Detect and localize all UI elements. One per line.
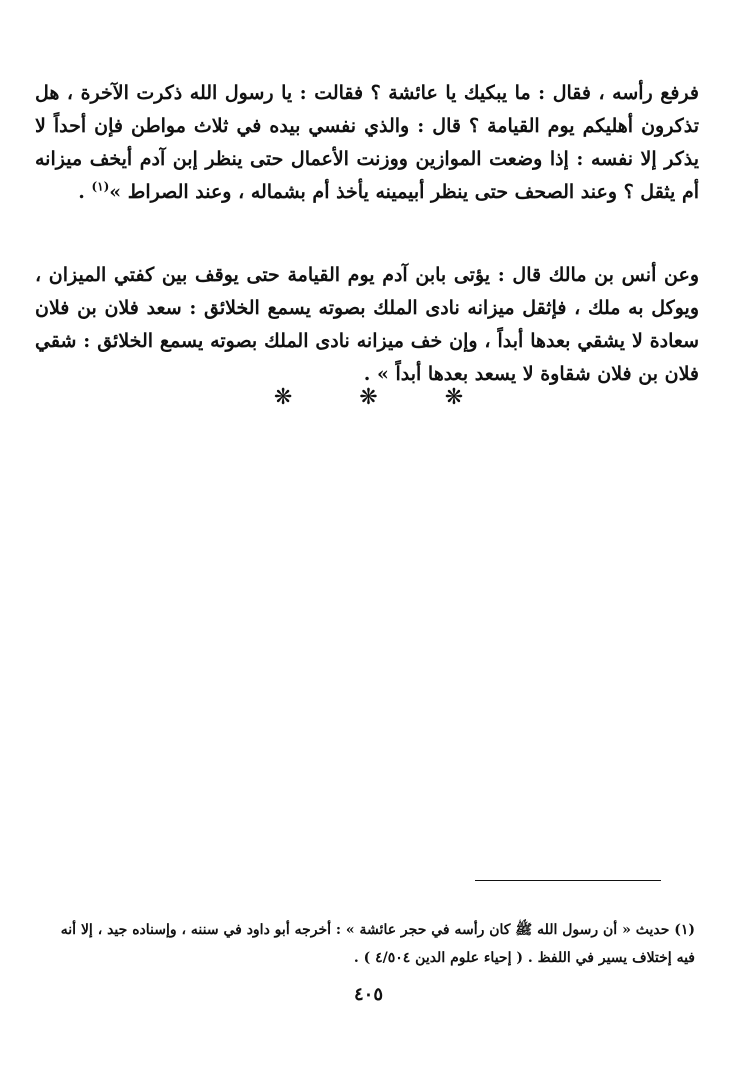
asterism-star-icon: ❋ (444, 385, 464, 410)
paragraph-1-text: فرفع رأسه ، فقال : ما يبكيك يا عائشة ؟ فقالت : يا رسول الله ذكرت الآخرة ، هل تذكرون أهليكم يوم القيامة ؟ قال : والذي نفسي بيده في ثلاث مواطن فإن أحداً لا يذكر إلا نفسه : إذا وضعت الموازين ووزنت الأعمال حتى ينظر إبن آدم أيخف ميزانه أم يثقل ؟ وعند الصحف حتى ينظر أبيمينه يأخذ أم بشماله ، وعند الصراط » (35, 82, 699, 203)
asterism-star-icon: ❋ (273, 385, 293, 410)
asterism-star-icon: ❋ (359, 385, 378, 410)
section-separator (0, 385, 737, 410)
footnote-divider (475, 880, 661, 881)
footnote-reference: (١) (91, 179, 110, 194)
paragraph-1-end: . (78, 181, 92, 203)
paragraph-1 (35, 77, 699, 209)
page-number: ٤٠٥ (353, 984, 383, 1005)
footnote: (١) حديث « أن رسول الله ﷺ كان رأسه في حجر عائشة » : أخرجه أبو داود في سننه ، وإسناده جيد ، إلا أنه فيه إختلاف يسير في اللفظ . ( إحياء علوم الدين ٤/٥٠٤ ) . (60, 922, 695, 966)
paragraph-2: وعن أنس بن مالك قال : يؤتى بابن آدم يوم القيامة حتى يوقف بين كفتي الميزان ، ويوكل به ملك ، فإثقل ميزانه نادى الملك بصوته يسمع الخلائق : سعد فلان بن فلان سعادة لا يشقي بعدها أبداً ، وإن خف ميزانه نادى الملك بصوته يسمع الخلائق : شقي فلان بن فلان شقاوة لا يسعد بعدها أبداً » . (35, 264, 699, 385)
